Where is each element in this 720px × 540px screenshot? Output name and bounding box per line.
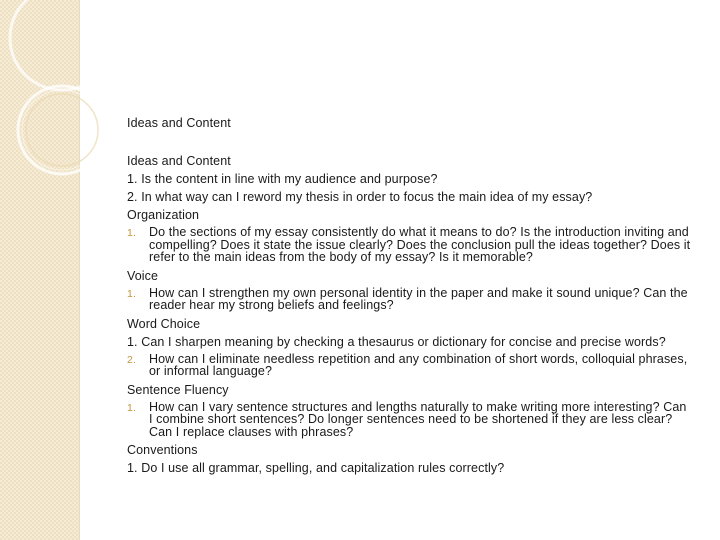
- body-line: 1. Can I sharpen meaning by checking a thesaurus or dictionary for concise and precise words?: [127, 334, 666, 349]
- item-number: 1.: [127, 287, 136, 300]
- body-line: Voice: [127, 268, 159, 283]
- item-number: 1.: [127, 401, 136, 414]
- body-line: Word Choice: [127, 316, 201, 331]
- item-number: 1.: [127, 227, 136, 239]
- numbered-item: [127, 401, 692, 442]
- slide-body: [127, 152, 692, 477]
- body-line: Conventions: [127, 443, 198, 457]
- slide-title: Ideas and Content: [127, 116, 231, 130]
- body-line: 2. In what way can I reword my thesis in order to focus the main idea of my essay?: [127, 190, 593, 204]
- item-text: How can I vary sentence structures and lengths naturally to make writing more interesting? Can I combine short sentences? Do longer sentences need to be shortened if they are less clear? Can I replace clauses with phrases?: [149, 399, 687, 439]
- item-text: How can I strengthen my own personal identity in the paper and make it sound unique? Can the reader hear my strong beliefs and feelings?: [149, 285, 688, 312]
- body-line: 1. Is the content in line with my audience and purpose?: [127, 172, 438, 186]
- numbered-item: [127, 287, 692, 315]
- body-line: Sentence Fluency: [127, 382, 229, 397]
- item-text: Do the sections of my essay consistently do what it means to do? Is the introduction inviting and compelling? Does it state the issue clearly? Does the conclusion pull the ideas together? Does it refer to the main ideas from the body of my essay? Is it memorable?: [149, 225, 691, 264]
- body-line: Organization: [127, 208, 200, 222]
- item-number: 2.: [127, 353, 136, 366]
- item-text: How can I eliminate needless repetition and any combination of short words, colloquial phrases, or informal language?: [149, 351, 688, 378]
- numbered-item: [127, 353, 692, 381]
- body-line: 1. Do I use all grammar, spelling, and capitalization rules correctly?: [127, 461, 505, 475]
- numbered-item: [127, 226, 692, 267]
- body-line: Ideas and Content: [127, 154, 231, 168]
